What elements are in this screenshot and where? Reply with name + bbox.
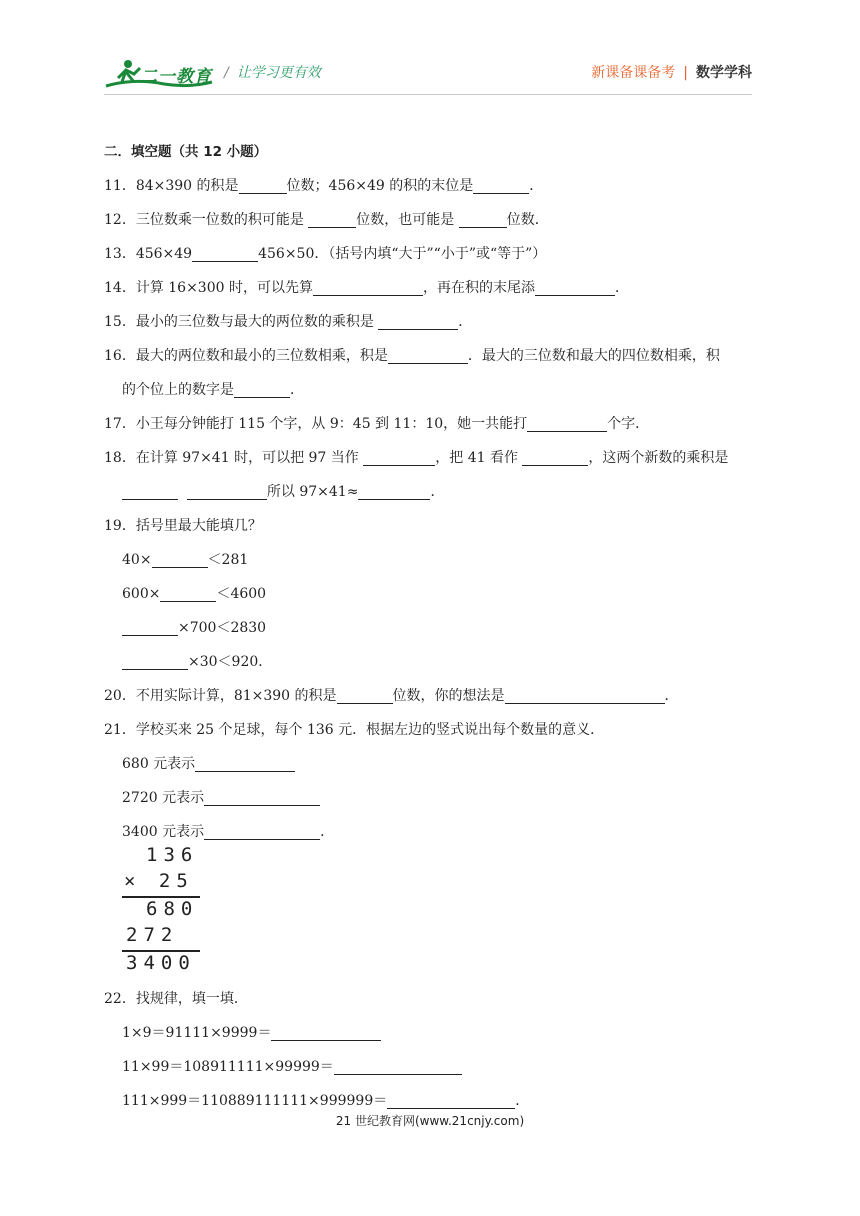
- slogan: / 让学习更有效: [224, 65, 321, 81]
- question-21: 21．学校买来 25 个足球，每个 136 元．根据左边的竖式说出每个数量的意义．: [104, 722, 605, 738]
- page-footer: 21 世纪教育网(www.21cnjy.com): [335, 1114, 525, 1128]
- question-18: 18．在计算 97×41 时，可以把 97 当作 ，把 41 看作 ，这两个新数的乘积是: [104, 441, 764, 475]
- calc-row: 272: [126, 924, 179, 946]
- answer-blank[interactable]: [363, 447, 435, 466]
- answer-blank[interactable]: [334, 1056, 462, 1075]
- question-19: 19．括号里最大能填几？: [104, 518, 262, 534]
- calc-row: 136: [146, 844, 199, 866]
- answer-blank[interactable]: [160, 583, 216, 602]
- section-title: 二．填空题（共 12 小题）: [104, 144, 268, 160]
- question-20: 20．不用实际计算，81×390 的积是 位数，你的想法是 ．: [104, 679, 764, 713]
- answer-blank[interactable]: [337, 685, 393, 704]
- answer-blank[interactable]: [122, 651, 188, 670]
- answer-blank[interactable]: [313, 277, 423, 296]
- question-19-line: 40× ＜281: [104, 543, 764, 577]
- question-21-line: 3400 元表示 ．: [104, 815, 764, 849]
- brand-name: 二一教育: [140, 67, 212, 87]
- question-12: 12．三位数乘一位数的积可能是 位数，也可能是 位数．: [104, 203, 764, 237]
- question-21-line: 680 元表示: [104, 747, 764, 781]
- answer-blank[interactable]: [358, 481, 430, 500]
- answer-blank[interactable]: [527, 413, 607, 432]
- answer-blank[interactable]: [239, 175, 287, 194]
- question-19-line: 600× ＜4600: [104, 577, 764, 611]
- page-header: [0, 0, 860, 110]
- answer-blank[interactable]: [378, 311, 458, 330]
- question-11: 11．84×390 的积是 位数；456×49 的积的末位是 ．: [104, 169, 764, 203]
- answer-blank[interactable]: [234, 379, 290, 398]
- question-18-cont: 所以 97×41≈ ．: [104, 475, 764, 509]
- answer-blank[interactable]: [473, 175, 529, 194]
- question-14: 14．计算 16×300 时，可以先算 ，再在积的末尾添 ．: [104, 271, 764, 305]
- answer-blank[interactable]: [192, 243, 258, 262]
- calc-row: × 25: [124, 870, 194, 892]
- question-19-line: ×700＜2830: [104, 611, 764, 645]
- question-list: [104, 135, 764, 849]
- question-22-line: 1×9＝91111×9999＝: [104, 1016, 764, 1050]
- answer-blank[interactable]: [271, 1022, 381, 1041]
- calc-row: 3400: [126, 952, 196, 974]
- question-22: 22．找规律，填一填．: [104, 991, 248, 1007]
- answer-blank[interactable]: [152, 549, 208, 568]
- question-16: 16．最大的两位数和最小的三位数相乘，积是 ．最大的三位数和最大的四位数相乘，积: [104, 339, 764, 373]
- answer-blank[interactable]: [522, 447, 588, 466]
- answer-blank[interactable]: [204, 787, 320, 806]
- answer-blank[interactable]: [308, 209, 356, 228]
- calc-row: 680: [146, 898, 199, 920]
- answer-blank[interactable]: [387, 1090, 515, 1109]
- subject-label: 新课备课备考 | 数学学科: [591, 65, 752, 81]
- question-22-line: 111×999＝110889111111×999999＝ ．: [104, 1084, 764, 1118]
- vertical-multiplication: [122, 842, 212, 977]
- answer-blank[interactable]: [204, 821, 320, 840]
- question-17: 17．小王每分钟能打 115 个字，从 9：45 到 11：10，她一共能打 个字．: [104, 407, 764, 441]
- question-13: 13．456×49 456×50．（括号内填“大于”“小于”或“等于”）: [104, 237, 764, 271]
- answer-blank[interactable]: [187, 481, 267, 500]
- answer-blank[interactable]: [535, 277, 615, 296]
- answer-blank[interactable]: [459, 209, 507, 228]
- question-list-2: [104, 982, 764, 1118]
- answer-blank[interactable]: [122, 617, 178, 636]
- answer-blank[interactable]: [388, 345, 468, 364]
- question-19-line: ×30＜920．: [104, 645, 764, 679]
- header-divider: [104, 94, 752, 95]
- answer-blank[interactable]: [195, 753, 295, 772]
- question-21-line: 2720 元表示: [104, 781, 764, 815]
- answer-blank[interactable]: [122, 481, 178, 500]
- question-22-line: 11×99＝108911111×99999＝: [104, 1050, 764, 1084]
- question-15: 15．最小的三位数与最大的两位数的乘积是 ．: [104, 305, 764, 339]
- question-16-cont: 的个位上的数字是 ．: [104, 373, 764, 407]
- answer-blank[interactable]: [505, 685, 665, 704]
